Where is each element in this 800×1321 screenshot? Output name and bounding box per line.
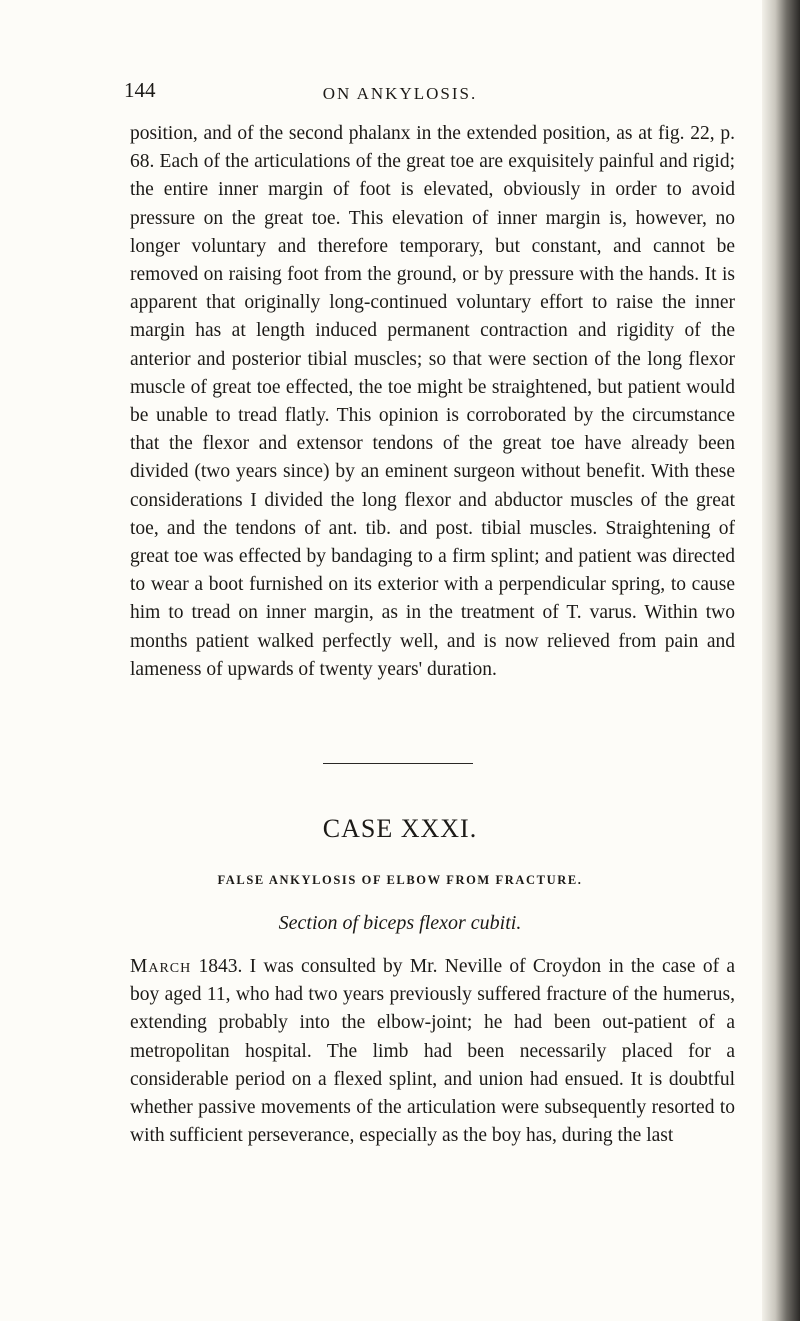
binding-edge xyxy=(762,0,800,1321)
paragraph-1 xyxy=(130,120,735,684)
section-divider xyxy=(323,763,473,764)
paragraph-2-text xyxy=(130,953,735,1150)
running-head: ON ANKYLOSIS. xyxy=(322,84,478,103)
date-lead: March xyxy=(130,956,192,977)
case-subtitle: FALSE ANKYLOSIS OF ELBOW FROM FRACTURE. xyxy=(217,873,583,887)
paragraph-2-body: 1843. I was consulted by Mr. Neville of Croydon in the case of a boy aged 11, who had two years previously suffered fracture of the humerus, extending probably into the elbow-joint; he had been out-patient of a metropolitan hospital. The limb had been necessarily placed for a considerable period on a flexed splint, and union had ensued. It is doubtful whether passive movements of the articulation were subsequently resorted to with sufficient perseverance, especially as the boy has, during the last xyxy=(130,956,735,1147)
case-title: CASE XXXI. xyxy=(322,814,478,843)
page-number: 144 xyxy=(124,78,156,102)
section-title: Section of biceps flexor cubiti. xyxy=(278,912,522,934)
paragraph-2 xyxy=(130,953,735,1150)
paragraph-1-text: position, and of the second phalanx in the extended position, as at fig. 22, p. 68. Each of the articulations of the great toe are exquisitely painful and rigid; the entire inner margin of foot is elevated, obviously in order to avoid pressure on the great toe. This elevation of inner margin is, however, no longer voluntary and therefore temporary, but constant, and cannot be removed on raising foot from the ground, or by pressure with the hands. It is apparent that originally long-continued voluntary effort to raise the inner margin has at length induced permanent contraction and rigidity of the anterior and posterior tibial muscles; so that were section of the long flexor muscle of great toe effected, the toe might be straightened, but patient would be unable to tread flatly. This opinion is corroborated by the circumstance that the flexor and extensor tendons of the great toe have already been divided (two years since) by an eminent surgeon without benefit. With these considerations I divided the long flexor and abductor muscles of the great toe, and the tendons of ant. tib. and post. tibial muscles. Straightening of great toe was effected by bandaging to a firm splint; and patient was directed to wear a boot furnished on its exterior with a perpendicular spring, to cause him to tread on inner margin, as in the treatment of T. varus. Within two months patient walked perfectly well, and is now relieved from pain and lameness of upwards of twenty years' duration. xyxy=(130,123,735,680)
